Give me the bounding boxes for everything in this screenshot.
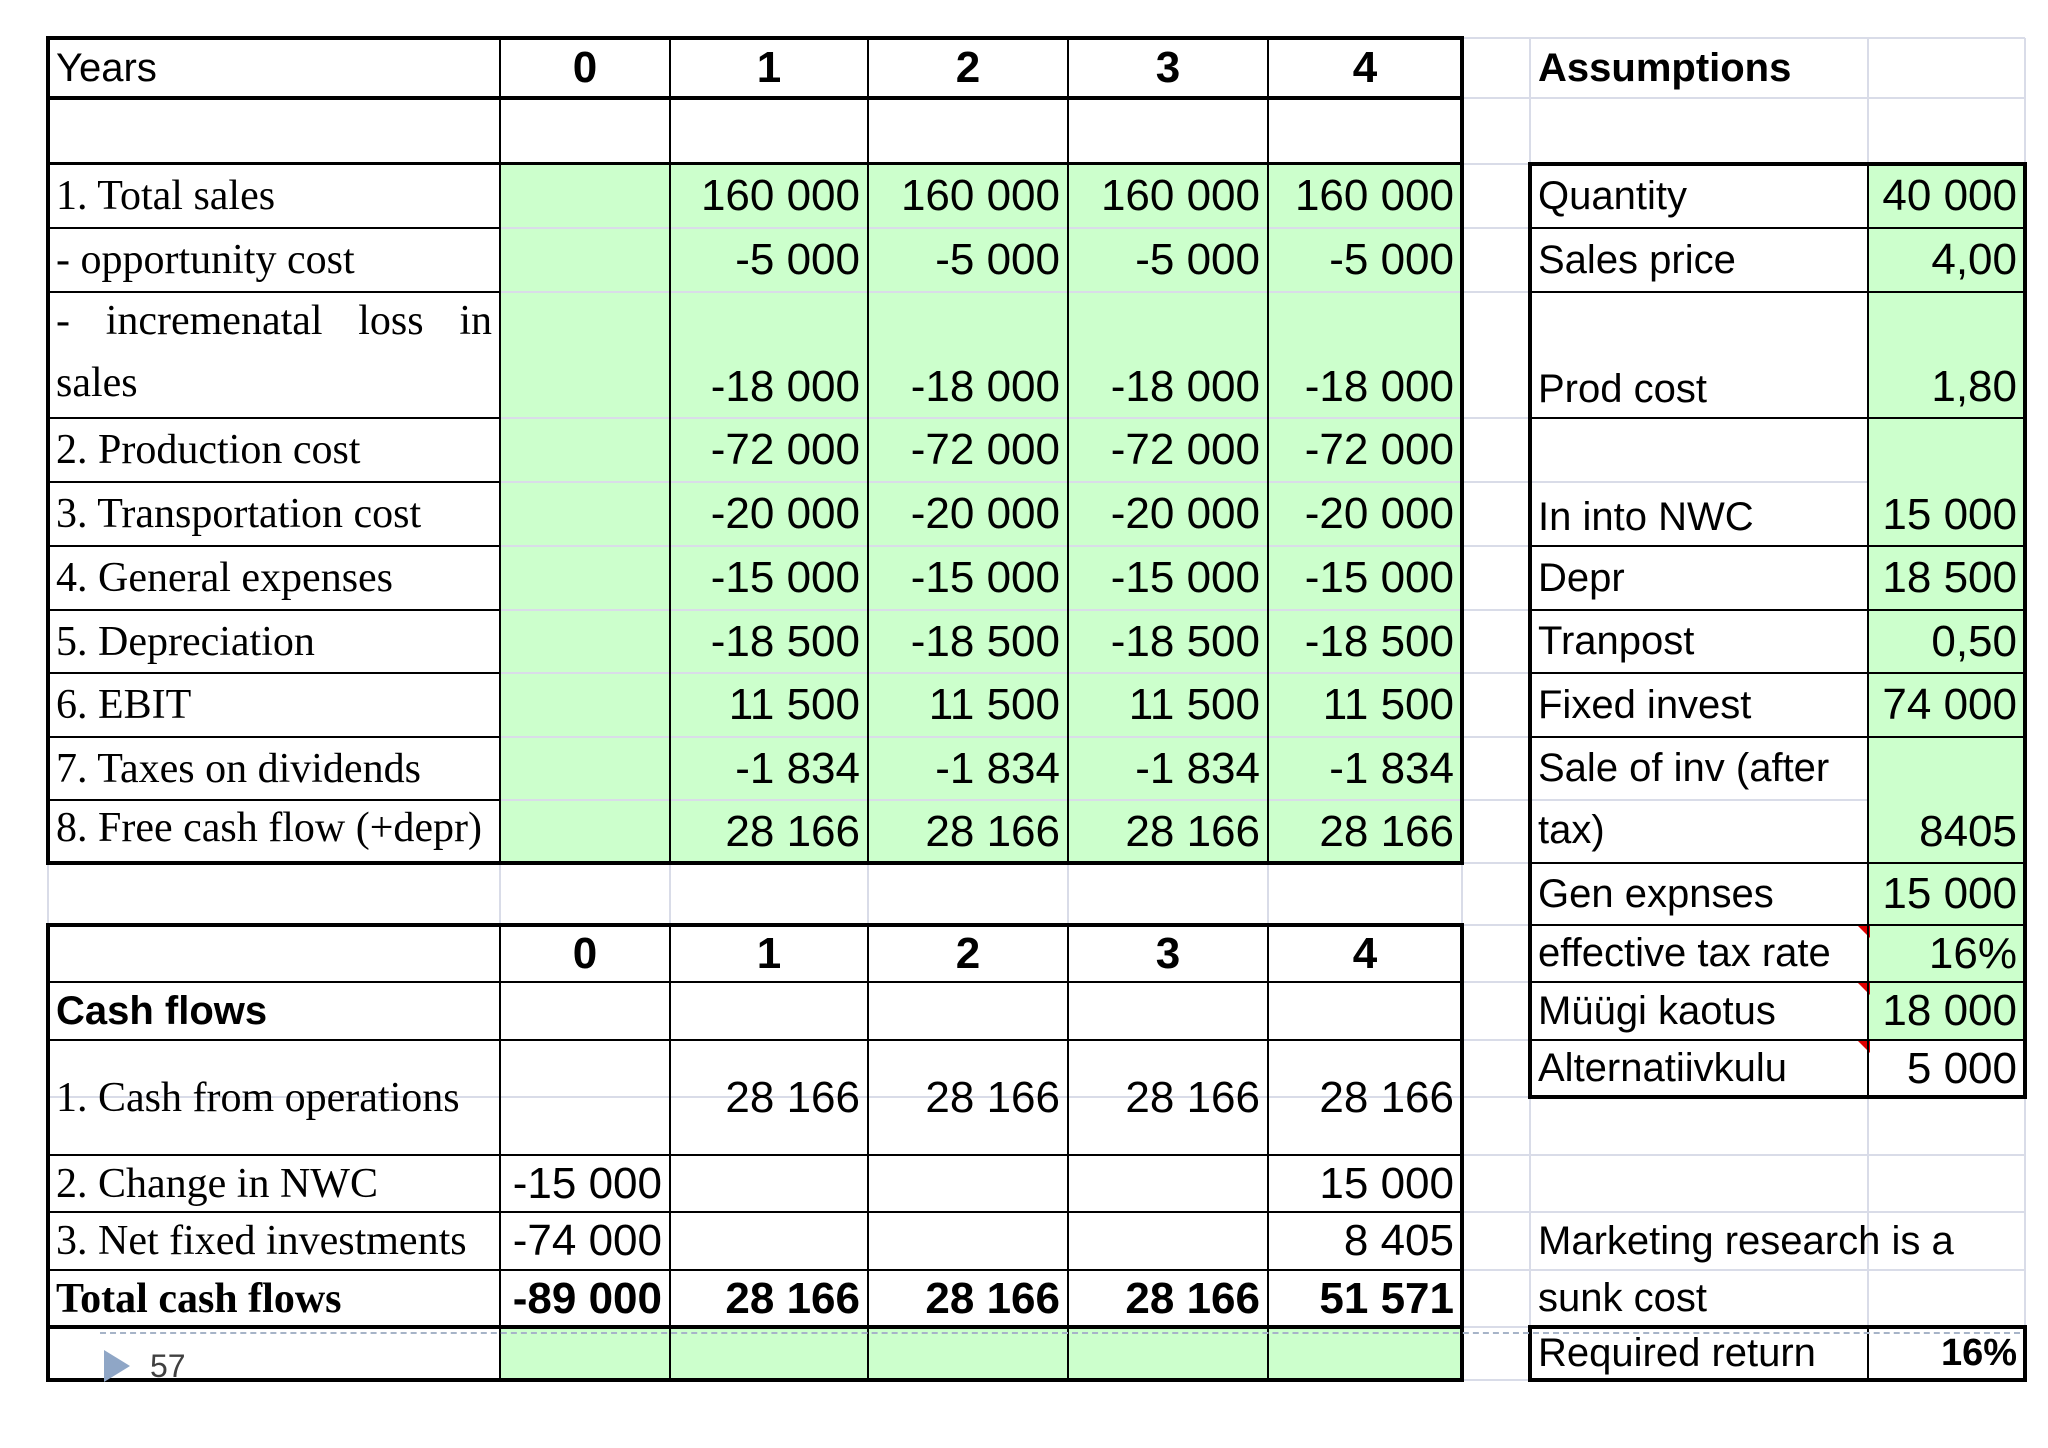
cash-year-header: 3 (1155, 928, 1181, 978)
cash-year-header: 0 (572, 928, 598, 978)
cash-value-cell[interactable] (670, 1155, 868, 1212)
row-label: 8. Free cash flow (+depr) (56, 805, 483, 851)
border (669, 925, 671, 1380)
value-cell[interactable]: -72 000 (1110, 425, 1260, 474)
cash-value-cell[interactable]: -74 000 (512, 1216, 662, 1265)
border (48, 1269, 1462, 1271)
border (48, 981, 1462, 983)
cash-value-cell[interactable] (868, 1155, 1068, 1212)
row-label: 1. Total sales (56, 173, 276, 219)
cash-value-cell[interactable]: 28 166 (725, 1072, 860, 1122)
years-label: Years (56, 45, 157, 90)
border (1528, 1325, 2027, 1329)
border (46, 923, 1464, 927)
border (48, 609, 500, 611)
border (48, 481, 500, 483)
border (1867, 164, 1869, 1097)
assumption-label: effective tax rate (1538, 931, 1831, 975)
border (1530, 227, 2025, 229)
year-header: 3 (1155, 43, 1181, 92)
value-cell[interactable]: -20 000 (1304, 489, 1454, 538)
cash-row-label: 1. Cash from operations (56, 1074, 460, 1121)
value-cell[interactable]: 11 500 (1128, 680, 1260, 729)
assumption-value[interactable]: 74 000 (1882, 680, 2017, 729)
cash-value-cell[interactable]: 28 166 (925, 1273, 1060, 1323)
row-label: 5. Depreciation (56, 618, 315, 665)
value-cell[interactable]: -5 000 (735, 235, 860, 284)
border (1530, 417, 2025, 419)
slide-arrow-icon (104, 1350, 130, 1382)
border (48, 799, 500, 801)
value-cell[interactable]: 28 166 (1319, 807, 1454, 856)
cash-value-cell[interactable]: 28 166 (1319, 1072, 1454, 1122)
border (1530, 981, 2025, 983)
cash-row-label: 3. Net fixed investments (56, 1218, 467, 1264)
value-cell[interactable]: -72 000 (910, 425, 1060, 474)
assumption-label: Gen expnses (1538, 871, 1774, 916)
value-cell[interactable]: -5 000 (1135, 235, 1260, 284)
assumption-label: Alternatiivkulu (1538, 1046, 1788, 1090)
value-cell[interactable]: -5 000 (1329, 235, 1454, 284)
value-cell[interactable] (500, 292, 670, 418)
value-cell[interactable]: -18 000 (1304, 362, 1454, 411)
border (1460, 36, 1464, 865)
value-cell[interactable]: 28 166 (725, 807, 860, 856)
border (48, 291, 500, 293)
assumptions-title: Assumptions (1538, 45, 1792, 90)
sunk-cost-note-line1: Marketing research is a (1538, 1218, 1954, 1263)
cash-flows-title: Cash flows (56, 988, 268, 1033)
row-label: - incremenatal loss in sales (56, 298, 492, 406)
value-cell[interactable]: 160 000 (700, 171, 860, 220)
value-cell[interactable]: -18 500 (910, 616, 1060, 666)
value-cell[interactable]: -15 000 (710, 553, 860, 602)
value-cell[interactable] (500, 546, 670, 610)
cash-year-header: 1 (756, 928, 782, 978)
assumption-value[interactable]: 40 000 (1882, 171, 2017, 220)
assumption-value[interactable]: 5 000 (1906, 1043, 2017, 1093)
cash-year-header: 4 (1352, 928, 1378, 978)
year-header: 4 (1352, 43, 1378, 92)
value-cell[interactable]: -72 000 (1304, 425, 1454, 474)
assumption-label: Sales price (1538, 237, 1736, 282)
page-number: 57 (150, 1347, 186, 1384)
value-cell[interactable] (500, 800, 670, 863)
cash-value-cell[interactable]: 28 166 (725, 1273, 860, 1323)
border (1530, 545, 2025, 547)
border (1528, 1095, 2027, 1099)
border (1530, 862, 2025, 864)
assumption-value[interactable]: 4,00 (1931, 235, 2017, 284)
border (1067, 925, 1069, 1380)
border (1460, 923, 1464, 1382)
border (48, 545, 500, 547)
value-cell[interactable]: -15 000 (910, 553, 1060, 602)
cash-value-cell[interactable]: 51 571 (1319, 1273, 1454, 1323)
row-label: 3. Transportation cost (56, 491, 422, 537)
cash-value-cell[interactable]: 28 166 (925, 1072, 1060, 1122)
cash-row-label: Total cash flows (56, 1275, 342, 1322)
border (1530, 1039, 2025, 1041)
value-cell[interactable] (500, 482, 670, 546)
value-cell[interactable]: 28 166 (925, 807, 1060, 856)
border (1530, 609, 2025, 611)
cash-value-cell[interactable]: 8 405 (1343, 1216, 1454, 1265)
assumption-label: In into NWC (1538, 495, 1754, 539)
assumption-label: Quantity (1538, 173, 1687, 218)
value-cell[interactable]: -18 000 (1110, 362, 1260, 411)
assumption-label: Sale of inv (after tax) (1538, 746, 1830, 852)
value-cell[interactable]: 160 000 (900, 171, 1060, 220)
border (46, 36, 1464, 40)
year-header: 2 (955, 43, 981, 92)
cash-value-cell[interactable]: 28 166 (1125, 1273, 1260, 1323)
row-label: 7. Taxes on dividends (56, 745, 421, 792)
row-label: 4. General expenses (56, 555, 394, 601)
green-fill (500, 1327, 1462, 1380)
value-cell[interactable]: -18 000 (910, 362, 1060, 411)
assumption-label: Depr (1538, 555, 1625, 600)
assumption-value[interactable]: 8405 (1919, 807, 2017, 856)
value-cell[interactable]: -5 000 (935, 235, 1060, 284)
border (2023, 1325, 2027, 1382)
cash-value-cell[interactable] (1068, 1155, 1268, 1212)
border (48, 672, 500, 674)
assumption-value[interactable]: 15 000 (1882, 490, 2017, 539)
border (48, 1154, 1462, 1156)
value-cell[interactable]: -18 500 (1110, 616, 1260, 666)
border (46, 923, 50, 1382)
value-cell[interactable]: -15 000 (1304, 553, 1454, 602)
border (48, 1039, 1462, 1041)
row-label: 2. Production cost (56, 427, 361, 473)
value-cell[interactable] (500, 610, 670, 673)
value-cell[interactable] (500, 228, 670, 292)
border (48, 736, 500, 738)
cash-value-cell[interactable]: 15 000 (1319, 1158, 1454, 1208)
border (48, 162, 1462, 165)
required-return-value[interactable]: 16% (1940, 1332, 2017, 1374)
assumption-value[interactable]: 18 000 (1882, 986, 2017, 1035)
cash-value-cell[interactable]: -89 000 (512, 1273, 662, 1323)
assumption-label: Tranpost (1538, 619, 1695, 663)
border (2023, 162, 2027, 1099)
assumption-value[interactable]: 0,50 (1931, 616, 2017, 666)
cash-value-cell[interactable] (670, 1212, 868, 1270)
border (46, 36, 50, 865)
assumption-label: Prod cost (1538, 367, 1707, 411)
slide-footer-divider (100, 1332, 2020, 1334)
value-cell[interactable]: -20 000 (910, 489, 1060, 538)
sunk-cost-note-line2: sunk cost (1538, 1276, 1707, 1320)
value-cell[interactable]: -72 000 (710, 425, 860, 474)
border (1528, 1378, 2027, 1382)
year-header: 0 (572, 43, 598, 92)
cash-row-label: 2. Change in NWC (56, 1160, 378, 1207)
border (1528, 162, 1532, 1099)
border (48, 227, 500, 229)
value-cell[interactable]: -18 000 (710, 362, 860, 411)
value-cell[interactable]: 160 000 (1294, 171, 1454, 220)
border (1530, 736, 2025, 738)
value-cell[interactable]: -1 834 (1329, 743, 1454, 793)
assumption-value[interactable]: 16% (1928, 928, 2017, 978)
border (1530, 672, 2025, 674)
value-cell[interactable] (500, 164, 670, 228)
required-return-label: Required return (1538, 1331, 1816, 1375)
border (867, 925, 869, 1380)
assumption-value[interactable]: 18 500 (1882, 553, 2017, 602)
assumption-value[interactable]: 15 000 (1882, 869, 2017, 918)
cash-year-header: 2 (955, 928, 981, 978)
value-cell[interactable] (500, 737, 670, 800)
row-label: - opportunity cost (56, 237, 355, 283)
border (499, 925, 501, 1380)
value-cell[interactable]: 11 500 (928, 680, 1060, 729)
border (1530, 291, 2025, 293)
value-cell[interactable]: 11 500 (1322, 680, 1454, 729)
value-cell[interactable]: -1 834 (1135, 743, 1260, 793)
border (48, 1325, 1462, 1329)
value-cell[interactable]: -20 000 (710, 489, 860, 538)
value-cell[interactable] (500, 418, 670, 482)
border (1528, 162, 2027, 166)
value-cell[interactable]: -18 500 (710, 616, 860, 666)
value-cell[interactable]: -20 000 (1110, 489, 1260, 538)
border (46, 1378, 1464, 1382)
value-cell[interactable]: 11 500 (728, 680, 860, 729)
border (48, 417, 500, 419)
value-cell[interactable]: -1 834 (935, 743, 1060, 793)
year-header: 1 (756, 43, 782, 92)
value-cell[interactable]: -1 834 (735, 743, 860, 793)
border (1530, 924, 2025, 926)
value-cell[interactable] (500, 673, 670, 737)
assumption-label: Fixed invest (1538, 682, 1752, 727)
value-cell[interactable]: 160 000 (1100, 171, 1260, 220)
assumption-label: Müügi kaotus (1538, 988, 1776, 1033)
border (1267, 925, 1269, 1380)
border (48, 96, 1462, 100)
border (1867, 1327, 1869, 1380)
cash-value-cell[interactable] (500, 1040, 670, 1155)
cash-value-cell[interactable] (1068, 1212, 1268, 1270)
border (46, 861, 1464, 865)
assumption-value[interactable]: 1,80 (1931, 362, 2017, 411)
cash-value-cell[interactable] (868, 1212, 1068, 1270)
value-cell[interactable]: -18 500 (1304, 616, 1454, 666)
cash-value-cell[interactable]: -15 000 (512, 1158, 662, 1208)
cash-value-cell[interactable]: 28 166 (1125, 1072, 1260, 1122)
value-cell[interactable]: 28 166 (1125, 807, 1260, 856)
border (48, 1211, 1462, 1213)
value-cell[interactable]: -15 000 (1110, 553, 1260, 602)
row-label: 6. EBIT (56, 682, 192, 728)
